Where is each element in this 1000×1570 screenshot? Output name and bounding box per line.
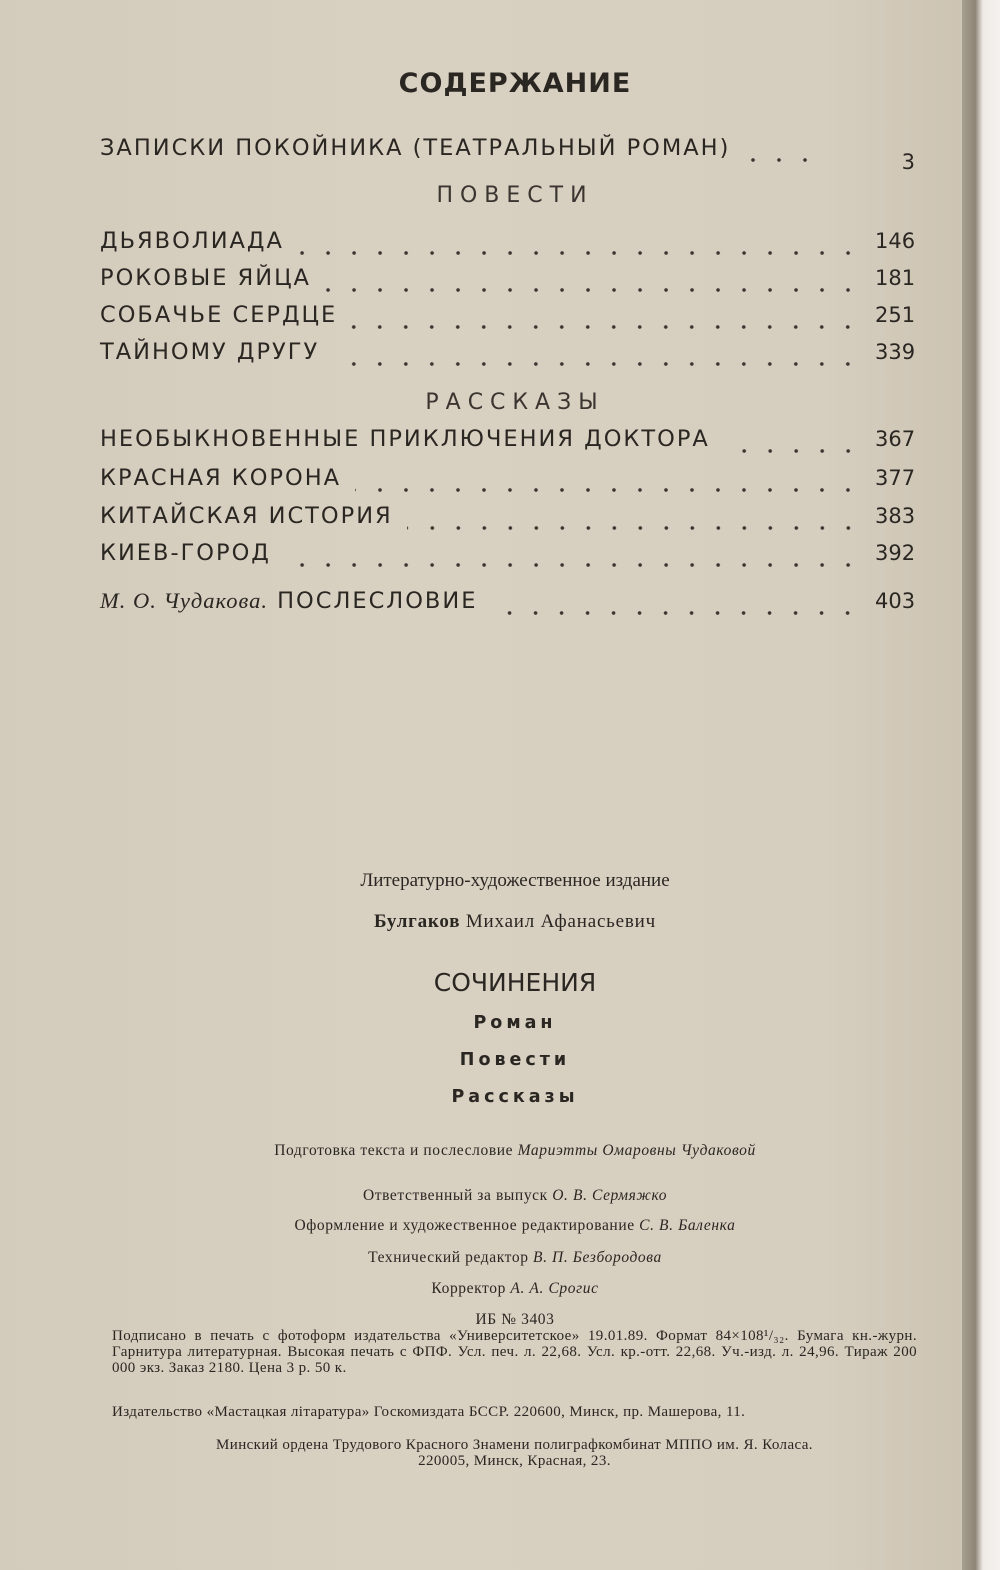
toc-entry <box>100 540 915 576</box>
toc-entry <box>100 265 915 301</box>
print-details: Подписано в печать с фотоформ издательства «Университетское» 19.01.89. Формат 84×108¹/₃₂. Бумага кн.-журн. Гарнитура литературная. Высокая печать с ФПФ. Усл. печ. л. 22,68. Усл. кр.-отт. 22,68. Уч.-изд. л. 24,96. Тираж 200 000 экз. Заказ 2180. Цена 3 р. 50 к. <box>112 1328 917 1376</box>
toc-entry <box>100 465 915 501</box>
toc-page-number: 392 <box>875 541 916 565</box>
genre-novellas: Повести <box>459 1050 571 1070</box>
credit-name: О. В. Сермяжко <box>552 1187 668 1204</box>
leader-dots <box>285 562 861 568</box>
credit-role: Оформление и художественное редактирование <box>294 1217 635 1234</box>
toc-page-number: 339 <box>875 340 916 364</box>
toc-entry <box>100 503 915 539</box>
toc-entry-title <box>100 588 477 614</box>
toc-page-number: 146 <box>875 229 916 253</box>
book-gutter-edge <box>962 0 1000 1570</box>
leader-dots <box>325 287 861 293</box>
printer-line-1: Минский ордена Трудового Красного Знамени полиграфкомбинат МППО им. Я. Коласа. <box>216 1437 813 1453</box>
toc-page-number: 367 <box>875 427 916 451</box>
toc-page-number: 251 <box>875 303 916 327</box>
credit-role: Подготовка текста и послесловие <box>274 1142 514 1159</box>
afterword-author: М. О. Чудакова. <box>100 588 268 613</box>
author-surname: Булгаков <box>374 911 461 932</box>
toc-entry <box>100 135 915 174</box>
toc-entry-title: КИТАЙСКАЯ ИСТОРИЯ <box>100 503 393 529</box>
credit-name: Мариэтты Омаровны Чудаковой <box>517 1142 756 1159</box>
credit-role: Ответственный за выпуск <box>362 1187 548 1204</box>
credit-role: Технический редактор <box>368 1249 529 1266</box>
author-name: Михаил Афанасьевич <box>465 911 656 932</box>
credit-name: В. П. Безбородова <box>533 1249 662 1266</box>
toc-entry <box>100 426 915 462</box>
credit-line <box>0 1187 1000 1205</box>
credit-line <box>0 1142 1000 1160</box>
ib-number: ИБ № 3403 <box>475 1311 555 1328</box>
toc-page-number: 3 <box>901 150 915 174</box>
leader-dots <box>298 250 861 256</box>
leader-dots <box>491 610 861 616</box>
toc-page-number: 377 <box>875 466 916 490</box>
toc-entry-title: КРАСНАЯ КОРОНА <box>100 465 342 491</box>
printer-line-2: 220005, Минск, Красная, 23. <box>418 1453 611 1469</box>
contents-title: СОДЕРЖАНИЕ <box>398 68 632 99</box>
toc-entry-title: ЗАПИСКИ ПОКОЙНИКА (ТЕАТРАЛЬНЫЙ РОМАН) <box>100 135 731 161</box>
toc-page-number: 383 <box>875 504 916 528</box>
toc-entry <box>100 339 915 375</box>
leader-dots <box>333 361 861 367</box>
toc-page-number: 181 <box>875 266 916 290</box>
credit-role: Корректор <box>431 1280 506 1297</box>
genre-novel: Роман <box>473 1013 557 1033</box>
toc-entry-title: НЕОБЫКНОВЕННЫЕ ПРИКЛЮЧЕНИЯ ДОКТОРА <box>100 426 710 452</box>
section-heading-stories: РАССКАЗЫ <box>425 390 605 415</box>
publisher-info: Издательство «Мастацкая літаратура» Госкомиздата БССР. 220600, Минск, пр. Машерова, 11. <box>112 1404 746 1420</box>
leader-dots <box>355 487 861 493</box>
toc-page-number: 403 <box>875 589 916 613</box>
genre-stories: Рассказы <box>451 1087 579 1107</box>
credit-line <box>0 1249 1000 1267</box>
leader-dots <box>748 157 818 163</box>
credit-name: А. А. Срогис <box>510 1280 599 1297</box>
edition-type: Литературно-художественное издание <box>360 870 670 891</box>
toc-entry-afterword <box>100 588 915 624</box>
toc-entry-title: КИЕВ-ГОРОД <box>100 540 271 566</box>
toc-entry <box>100 302 915 338</box>
toc-entry-title: СОБАЧЬЕ СЕРДЦЕ <box>100 302 338 328</box>
credit-line <box>0 1280 1000 1298</box>
toc-entry-title: ТАЙНОМУ ДРУГУ <box>100 339 320 365</box>
printer-info <box>112 1437 917 1469</box>
afterword-title: ПОСЛЕСЛОВИЕ <box>277 588 478 614</box>
section-heading-novellas: ПОВЕСТИ <box>436 183 594 208</box>
leader-dots <box>407 525 861 531</box>
credit-line <box>0 1217 1000 1235</box>
toc-entry-title: ДЬЯВОЛИАДА <box>100 228 284 254</box>
leader-dots <box>724 448 861 454</box>
leader-dots <box>351 324 861 330</box>
book-title: СОЧИНЕНИЯ <box>433 968 597 997</box>
toc-entry <box>100 228 915 264</box>
toc-entry-title: РОКОВЫЕ ЯЙЦА <box>100 265 311 291</box>
author-line <box>0 911 1000 933</box>
credit-name: С. В. Баленка <box>639 1217 736 1234</box>
